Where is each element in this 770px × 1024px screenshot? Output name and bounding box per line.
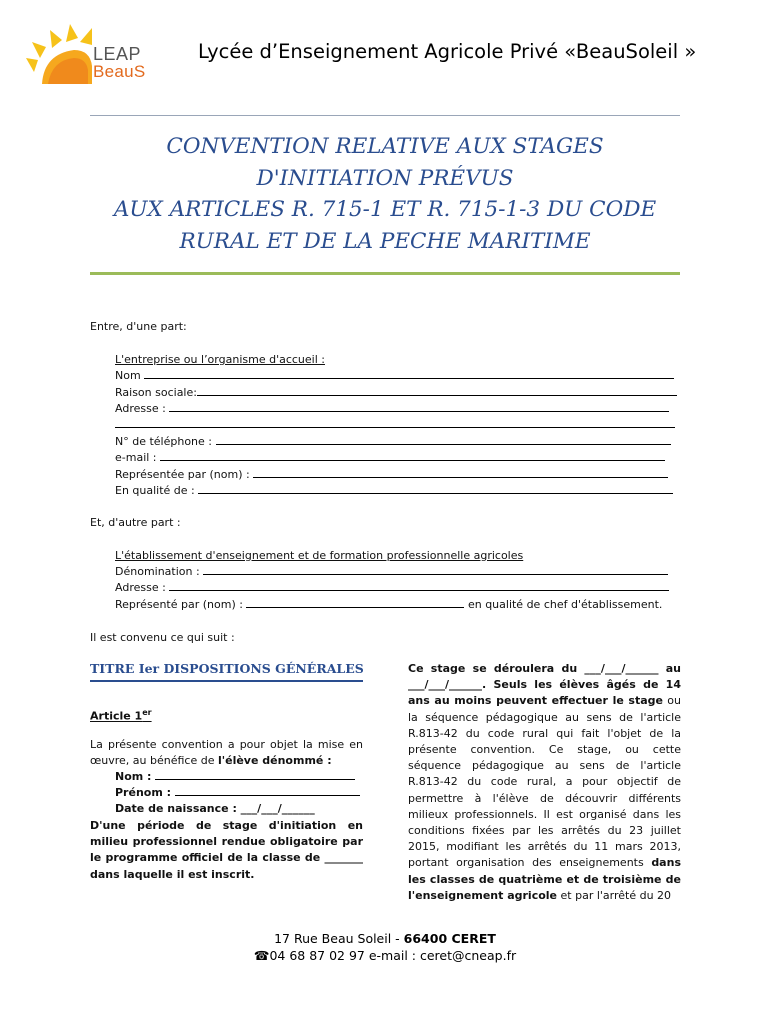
p1-bold: l'élève dénommé : <box>217 754 332 768</box>
right-column-text <box>408 661 681 904</box>
field-qualite[interactable] <box>115 483 678 499</box>
field-label: Nom <box>115 369 141 382</box>
field-adresse[interactable] <box>115 401 678 417</box>
field-email[interactable] <box>115 450 678 466</box>
field-label: Adresse : <box>115 402 166 415</box>
field-etab-represente[interactable] <box>115 597 685 613</box>
article-sup: er <box>142 708 152 717</box>
field-label: Représentée par (nom) : <box>115 468 250 481</box>
title-line-1: CONVENTION RELATIVE AUX STAGES <box>166 134 604 159</box>
convenu-text: Il est convenu ce qui suit : <box>90 631 235 644</box>
school-name: Lycée d’Enseignement Agricole Privé «BeauSoleil » <box>198 40 697 63</box>
blank-line <box>198 483 673 494</box>
part2-intro: Et, d'autre part : <box>90 516 181 529</box>
header-divider <box>90 115 680 116</box>
p1-text: La présente convention a pour objet la mise en œuvre, au bénéfice de <box>90 738 363 768</box>
field-label: Dénomination : <box>115 565 200 578</box>
blank-line <box>175 785 360 796</box>
field-nom[interactable] <box>115 368 678 384</box>
part2-heading: L'établissement d'enseignement et de formation professionnelle agricoles <box>115 549 524 562</box>
field-label: N° de téléphone : <box>115 435 213 448</box>
footer-city: 66400 CERET <box>403 931 496 946</box>
logo-text-beaus: BeauS <box>93 62 146 81</box>
field-label: Adresse : <box>115 581 166 594</box>
field-label: Nom : <box>115 770 152 783</box>
title-line-4: RURAL ET DE LA PECHE MARITIME <box>179 228 591 254</box>
blank-line <box>144 368 674 379</box>
field-telephone[interactable] <box>115 434 678 450</box>
field-suffix: en qualité de chef d'établissement. <box>467 598 663 611</box>
right-bold-2: dans les classes de quatrième et de troisième de l'enseignement agricole <box>408 856 681 902</box>
blank-line <box>169 401 669 412</box>
blank-line <box>160 450 665 461</box>
field-label: e-mail : <box>115 451 157 464</box>
part1-heading: L'entreprise ou l’organisme d'accueil : <box>115 353 325 366</box>
section-title: TITRE Ier DISPOSITIONS GÉNÉRALES <box>90 661 364 676</box>
field-label: Prénom : <box>115 786 172 799</box>
footer-contact-text: 04 68 87 02 97 e-mail : ceret@cneap.fr <box>269 948 517 963</box>
blank-line <box>246 597 464 608</box>
footer-contact <box>0 947 770 965</box>
footer-street: 17 Rue Beau Soleil - <box>274 931 404 946</box>
right-text-2: et par l'arrêté du 20 <box>557 888 672 902</box>
blank-line <box>253 467 668 478</box>
field-adresse-line-2[interactable] <box>115 427 675 428</box>
blank-line <box>203 564 668 575</box>
article-heading <box>90 705 152 725</box>
blank-line <box>197 385 677 396</box>
field-label: Représenté par (nom) : <box>115 598 243 611</box>
logo-text-leap: LEAP <box>93 44 142 64</box>
field-label: Raison sociale: <box>115 386 197 399</box>
phone-icon: ☎ <box>253 948 270 963</box>
field-eleve-nom[interactable] <box>115 769 365 785</box>
blank-line <box>169 580 669 591</box>
section-title-underline <box>90 680 363 682</box>
article-label: Article 1 <box>90 709 143 723</box>
title-line-3: AUX ARTICLES R. 715-1 ET R. 715-1-3 DU CODE <box>113 197 657 222</box>
title-line-2: D'INITIATION PRÉVUS <box>256 165 514 191</box>
title-divider <box>90 272 680 275</box>
right-bold-1: Ce stage se déroulera du ___/___/______ au ___/___/______. Seuls les élèves âgés de 14 ans au moins peuvent effectuer le stage <box>408 662 681 708</box>
right-text-1: ou la séquence pédagogique au sens de l'article R.813-42 du code rural qui fait l'objet de la présente convention. Ce stage, ou cette séquence pédagogique au sens de l'article R.813-42 du code rural, a pour objectif de permettre à l'élève de découvrir différents milieux professionnels. Il est organisé dans les conditions fixées par les arrêtés du 23 juillet 2015, modifiant les arrêtés du 11 mars 2013, portant organisation des enseignements <box>408 694 681 870</box>
document-title <box>80 131 690 257</box>
field-eleve-naissance[interactable]: Date de naissance : ___/___/______ <box>115 802 315 815</box>
part1-intro: Entre, d'une part: <box>90 320 187 333</box>
blank-line <box>155 769 355 780</box>
article-paragraph-2: D'une période de stage d'initiation en milieu professionnel rendue obligatoire par le programme officiel de la classe de _______ dans laquelle il est inscrit. <box>90 819 363 881</box>
footer-address <box>0 930 770 948</box>
field-etab-adresse[interactable] <box>115 580 678 596</box>
field-representee[interactable] <box>115 467 678 483</box>
blank-line <box>216 434 671 445</box>
field-eleve-prenom[interactable] <box>115 785 365 801</box>
article-paragraph-1 <box>90 737 363 769</box>
field-denomination[interactable] <box>115 564 678 580</box>
field-raison-sociale[interactable] <box>115 385 678 401</box>
field-label: En qualité de : <box>115 484 195 497</box>
